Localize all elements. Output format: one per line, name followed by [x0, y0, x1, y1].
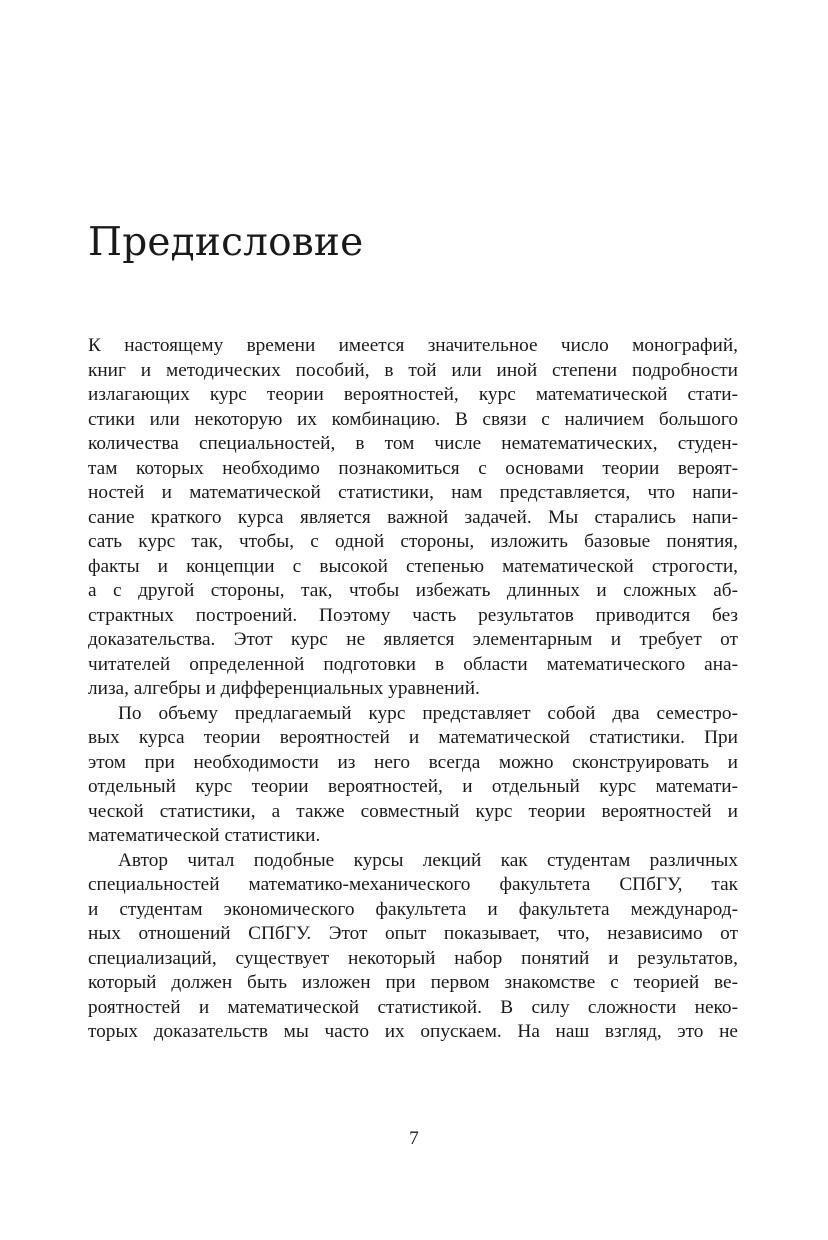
text-line: торых доказательств мы часто их опускаем. На наш взгляд, это не: [88, 1021, 738, 1042]
text-line: этом при необходимости из него всегда можно сконструировать и: [88, 751, 738, 773]
text-line: который должен быть изложен при первом знакомстве с теорией ве-: [88, 972, 738, 993]
body-text: [88, 334, 738, 1045]
text-line: стики или некоторую их комбинацию. В связи с наличием большого: [88, 408, 738, 430]
text-line: Автор читал подобные курсы лекций как студентам различных: [118, 849, 738, 871]
text-line: читателей определенной подготовки в области математического ана-: [88, 653, 738, 675]
text-line: математической статистики.: [88, 825, 321, 846]
text-line: факты и концепции с высокой степенью математической строгости,: [88, 555, 738, 577]
text-line: излагающих курс теории вероятностей, курс математической стати-: [88, 384, 738, 405]
paragraph: [88, 849, 738, 1045]
text-line: сание краткого курса является важной задачей. Мы старались напи-: [88, 506, 738, 528]
chapter-title: Предисловие: [88, 220, 364, 265]
text-line: страктных построений. Поэтому часть результатов приводится без: [88, 604, 738, 626]
text-line: специальностей математико-механического факультета СПбГУ, так: [88, 874, 738, 895]
text-line: там которых необходимо познакомиться с основами теории вероят-: [88, 457, 738, 479]
text-line: отдельный курс теории вероятностей, и отдельный курс математи-: [88, 776, 738, 797]
text-line: По объему предлагаемый курс представляет собой два семестро-: [118, 702, 738, 724]
text-line: ческой статистики, а также совместный курс теории вероятностей и: [88, 800, 738, 822]
page-number: 7: [409, 1128, 419, 1149]
paragraph: [88, 702, 738, 849]
text-line: роятностей и математической статистикой. В силу сложности неко-: [88, 996, 738, 1018]
text-line: ных отношений СПбГУ. Этот опыт показывает, что, независимо от: [88, 923, 738, 944]
text-line: К настоящему времени имеется значительное число монографий,: [88, 335, 738, 356]
text-line: сать курс так, чтобы, с одной стороны, изложить базовые понятия,: [88, 531, 738, 552]
paragraph: [88, 334, 738, 702]
text-line: доказательства. Этот курс не является элементарным и требует от: [88, 629, 738, 650]
text-line: специализаций, существует некоторый набор понятий и результатов,: [88, 947, 738, 969]
text-line: ностей и математической статистики, нам представляется, что напи-: [88, 482, 738, 503]
text-line: лиза, алгебры и дифференциальных уравнений.: [88, 678, 480, 699]
text-line: вых курса теории вероятностей и математической статистики. При: [88, 727, 738, 748]
text-line: а с другой стороны, так, чтобы избежать длинных и сложных аб-: [88, 580, 738, 601]
text-line: книг и методических пособий, в той или иной степени подробности: [88, 359, 738, 381]
text-line: и студентам экономического факультета и факультета международ-: [88, 898, 738, 920]
text-line: количества специальностей, в том числе нематематических, студен-: [88, 433, 738, 454]
